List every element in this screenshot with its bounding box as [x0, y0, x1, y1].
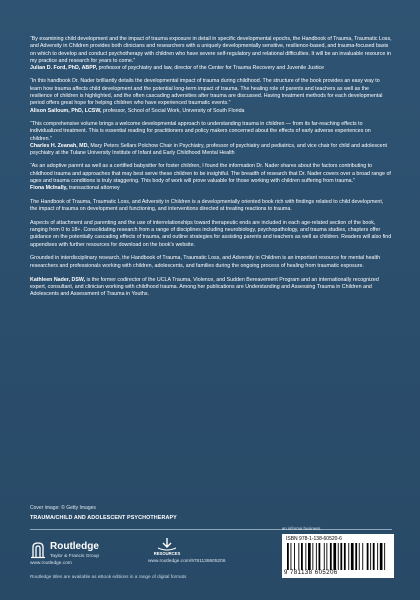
endorsement-citation [30, 185, 392, 192]
barcode-bar [298, 543, 299, 570]
barcode-bar [351, 543, 354, 570]
barcode-bar [359, 543, 360, 570]
barcode-bar [370, 543, 371, 570]
endorsement-quote: “In this handbook Dr. Nader brilliantly details the developmental impact of trauma during childhood. The structure of the book provides an easy way to learn how trauma affects child development and the potential long-term impact of trauma. The healing role of parents and teachers as well as the resilience of children is highlighted, and the often cascading adversities after trauma are discussed. Having treatment methods for each developmental period offers great hope for helping children who have experienced traumatic events.” [30, 78, 383, 107]
barcode [282, 534, 394, 578]
isbn-label: ISBN 978-1-138-60520-6 [286, 536, 342, 542]
barcode-bar [291, 543, 292, 570]
endorser-affiliation: professor, School of Social Work, University of South Florida [101, 107, 245, 114]
author-bio-text: is the former codirector of the UCLA Trauma, Violence, and Sudden Bereavement Program and an internationally recognized expert, consultant, and clinician working with childhood trauma. Among her publications are Understanding and Assessing Trauma in Children and Adolescents and Assessment of Trauma in Youths. [30, 276, 379, 298]
barcode-bar [287, 543, 289, 570]
barcode-bar [373, 543, 375, 570]
endorsement-quote: “As an adoptive parent as well as a certified babysitter for foster children, I found the information Dr. Nader shares about the factors contributing to childhood trauma and approaches that may best serve these children to be insightful. The breadth of research that Dr. Nader covers over a broad range of ages and trauma conditions is truly staggering. This body of work will prove valuable for those working with children suffering from trauma.” [30, 163, 391, 185]
isbn-digits: 9 781138 605206 [284, 570, 338, 576]
series-label: TRAUMA/CHILD AND ADOLESCENT PSYCHOTHERAPY [30, 515, 177, 521]
barcode-bar [344, 543, 346, 570]
routledge-logo-icon [30, 541, 46, 559]
barcode-bar [340, 543, 342, 570]
resources-block [148, 537, 266, 567]
endorser-name: Alison Salloum, PhD, LCSW, [30, 107, 102, 114]
ebook-note: Routledge titles are available as eBook editions in a range of digital formats [30, 574, 187, 579]
endorser-name: Fiona McInally, [30, 185, 68, 192]
publisher-subtitle: Taylor & Francis Group [50, 554, 100, 559]
description-paragraph: Aspects of attachment and parenting and the use of interrelationships toward therapeutic ends are included in each age-related section of the book, ranging from 0 to 18+. Consolidating research from a range of disciplines including neurobiology, psychopathology, and trauma studies, chapters offer guidance on the potentially cascading effects of trauma, and outline strategies for assisting parents and teachers as well as children. Readers will also find appendixes with further resources for download on the book's website. [30, 219, 392, 248]
informa-tagline: an informa business [282, 526, 321, 531]
cover-credit: Cover image: © Getty Images [30, 505, 96, 511]
barcode-bars [286, 543, 390, 570]
barcode-bar [338, 543, 339, 570]
endorsement-citation [30, 143, 392, 158]
barcode-bar [326, 543, 327, 570]
publisher-logo [30, 540, 130, 566]
description-paragraph: Grounded in interdisciplinary research, the Handbook of Trauma, Traumatic Loss, and Adversity in Children is an important resource for mental health researchers and professionals working with children, adolescents, and families during the ongoing process of healing from traumatic exposure. [30, 255, 381, 269]
publisher-url[interactable]: www.routledge.com [30, 561, 72, 566]
barcode-bar [333, 543, 336, 570]
author-bio [30, 277, 392, 299]
description-paragraph: The Handbook of Trauma, Traumatic Loss, and Adversity in Children is a developmentally oriented book rich with findings related to child development, the impact of trauma on development and functioning, and interventions directed at treating reactions to trauma. [30, 198, 384, 212]
barcode-bar [348, 543, 349, 570]
barcode-bar [324, 543, 325, 570]
barcode-bar [330, 543, 332, 570]
barcode-bar [305, 543, 306, 570]
barcode-bar [319, 543, 321, 570]
publisher-name: Routledge [50, 541, 99, 552]
resources-url[interactable]: www.routledge.com/9781138605206 [148, 559, 226, 564]
endorsement-quote: “This comprehensive volume brings a welcome developmental approach to understanding trauma in children — from its far-reaching effects to individualized treatment. This is essential reading for practitioners and policy makers concerned about the effects of early adverse experiences on children.” [30, 120, 371, 142]
endorser-affiliation: transactional attorney [67, 185, 120, 192]
endorser-name: Charles H. Zeanah, MD, [30, 142, 89, 149]
divider [30, 529, 392, 530]
barcode-bar [384, 543, 385, 570]
content-area [30, 36, 392, 305]
barcode-bar [316, 543, 317, 570]
resources-label: RESOURCES [153, 551, 181, 556]
barcode-bar [312, 543, 313, 570]
barcode-bar [367, 543, 369, 570]
resources-download-icon [153, 537, 181, 557]
barcode-bar [362, 543, 363, 570]
endorsement-citation [30, 65, 392, 72]
endorsement-quote: “By examining child development and the impact of trauma exposure in detail in specific developmental epochs, the Handbook of Trauma, Traumatic Loss, and Adversity in Children provides both clinicians and researchers with a uniquely developmentally sensitive, resilience-based, and trauma-focused basis on which to develop and conduct psychotherapy with children who have severe self-regulatory and relational difficulties. It will be an invaluable resource in my practice and research for years to come.” [30, 36, 392, 64]
endorsement-citation [30, 108, 392, 115]
barcode-bar [380, 543, 383, 570]
barcode-bar [294, 543, 295, 570]
barcode-bar [377, 543, 378, 570]
barcode-bar [355, 543, 357, 570]
barcode-bar [301, 543, 303, 570]
endorser-name: Julian D. Ford, PhD, ABPP, [30, 65, 98, 72]
endorser-affiliation: professor of psychiatry and law, director of the Center for Trauma Recovery and Juvenile Justice [97, 65, 325, 72]
author-name: Kathleen Nader, DSW, [30, 276, 86, 283]
endorser-affiliation: Mary Peters Sellars Polchow Chair in Psychiatry, professor of psychiatry and pediatrics, and vice chair for child and adolescent psychiatry at the Tulane University Institute of Infant and Early Childhood Mental Health [30, 142, 388, 157]
barcode-bar [308, 543, 311, 570]
